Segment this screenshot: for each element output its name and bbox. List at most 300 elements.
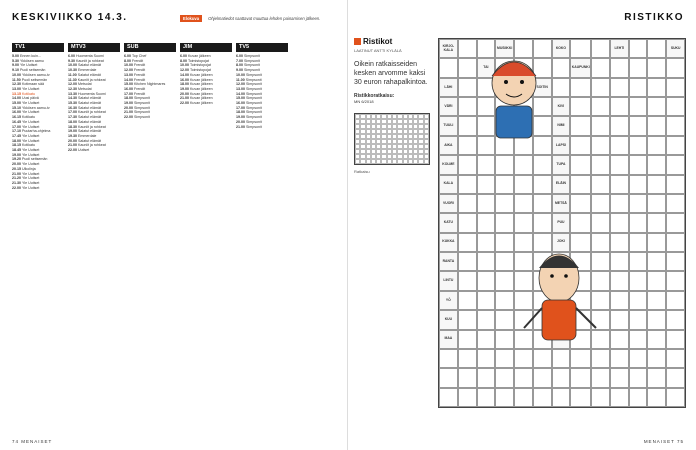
crossword-answer-cell[interactable] bbox=[439, 368, 458, 387]
crossword-answer-cell[interactable] bbox=[477, 175, 496, 194]
program-title: Yle Uutiset bbox=[21, 176, 40, 181]
crossword-answer-cell[interactable] bbox=[647, 368, 666, 387]
program-time: 11.50 bbox=[12, 77, 21, 82]
program-time: 18.00 bbox=[180, 82, 189, 87]
program-title: Salatut elämät bbox=[78, 138, 101, 143]
program-time: 15.10 bbox=[12, 105, 21, 110]
crossword-answer-cell[interactable] bbox=[591, 116, 610, 135]
program-title: Frendit bbox=[134, 72, 146, 77]
crossword-answer-cell[interactable] bbox=[570, 136, 591, 155]
crossword-answer-cell[interactable] bbox=[533, 175, 552, 194]
crossword-answer-cell[interactable] bbox=[477, 310, 496, 329]
program-title: Simpsonit bbox=[246, 101, 262, 106]
crossword-answer-cell[interactable] bbox=[570, 116, 591, 135]
crossword-answer-cell[interactable] bbox=[495, 155, 514, 174]
program-time: 6.00 bbox=[236, 54, 243, 58]
program-time: 17.00 bbox=[124, 91, 133, 96]
crossword-answer-cell[interactable] bbox=[591, 39, 610, 58]
program-title: Yle Uutiset bbox=[21, 152, 40, 157]
program-title: Kuvan jälkeen bbox=[190, 77, 213, 82]
program-title: Yle Uutiset bbox=[21, 138, 40, 143]
program-title: Yle Uutiset bbox=[21, 180, 40, 185]
crossword-answer-cell[interactable] bbox=[629, 368, 648, 387]
page-footer-left: 74 MENAISET bbox=[12, 439, 53, 444]
crossword-answer-cell[interactable] bbox=[591, 58, 610, 77]
crossword-answer-cell[interactable] bbox=[458, 213, 477, 232]
crossword-clue-cell: KIRJO-KALA bbox=[439, 39, 458, 58]
crossword-answer-cell[interactable] bbox=[458, 310, 477, 329]
program-time: 14.00 bbox=[12, 96, 21, 101]
crossword-clue-cell: MUSIIKKI bbox=[495, 39, 514, 58]
crossword-answer-cell[interactable] bbox=[495, 194, 514, 213]
program-title: Kuvan jälkeen bbox=[188, 54, 211, 58]
crossword-clue-cell: JOKI bbox=[552, 233, 571, 252]
program-time: 20.00 bbox=[124, 105, 133, 110]
program-time: 18.00 bbox=[124, 96, 133, 101]
crossword-answer-cell[interactable] bbox=[647, 58, 666, 77]
program-time: 12.00 bbox=[124, 68, 133, 73]
program-title: Yle Uutiset bbox=[21, 124, 40, 129]
program-time: 21.00 bbox=[12, 171, 21, 176]
program-time: 21.00 bbox=[236, 124, 245, 129]
crossword-answer-cell[interactable] bbox=[570, 155, 591, 174]
program-title: Ykkösen aamu-tv bbox=[21, 105, 50, 110]
program-listing bbox=[180, 101, 232, 106]
program-title: Yle Uutiset bbox=[21, 86, 40, 91]
crossword-answer-cell[interactable] bbox=[570, 213, 591, 232]
program-time: 9.10 bbox=[12, 68, 19, 73]
program-title: Kauniit ja rohkeat bbox=[78, 110, 106, 115]
crossword-answer-cell[interactable] bbox=[495, 213, 514, 232]
crossword-clue-cell: KOKO bbox=[552, 39, 571, 58]
crossword-answer-cell[interactable] bbox=[495, 368, 514, 387]
program-title: Kuvan jälkeen bbox=[190, 86, 213, 91]
program-listing bbox=[124, 115, 176, 120]
crossword-answer-cell[interactable] bbox=[477, 388, 496, 407]
crossword-answer-cell[interactable] bbox=[570, 388, 591, 407]
crossword-answer-cell[interactable] bbox=[666, 291, 685, 310]
crossword-answer-cell[interactable] bbox=[458, 388, 477, 407]
channel-name: JIM bbox=[180, 43, 232, 52]
channel-name: MTV3 bbox=[68, 43, 120, 52]
program-time: 19.20 bbox=[12, 157, 21, 162]
crossword-answer-cell[interactable] bbox=[610, 213, 629, 232]
crossword-answer-cell[interactable] bbox=[514, 368, 533, 387]
crossword-answer-cell[interactable] bbox=[495, 388, 514, 407]
crossword-answer-cell[interactable] bbox=[629, 78, 648, 97]
crossword-answer-cell[interactable] bbox=[570, 175, 591, 194]
program-title: Huomenta Suomi bbox=[76, 54, 104, 58]
program-title: Simpsonit bbox=[246, 115, 262, 120]
program-time: 13.15 bbox=[12, 91, 21, 96]
crossword-answer-cell[interactable] bbox=[533, 368, 552, 387]
crossword-answer-cell[interactable] bbox=[666, 97, 685, 116]
crossword-answer-cell[interactable] bbox=[533, 213, 552, 232]
crossword-answer-cell[interactable] bbox=[666, 368, 685, 387]
crossword-answer-cell[interactable] bbox=[533, 155, 552, 174]
solution-grid bbox=[354, 113, 430, 165]
crossword-answer-cell[interactable] bbox=[647, 136, 666, 155]
crossword-answer-cell[interactable] bbox=[647, 291, 666, 310]
crossword-answer-cell[interactable] bbox=[647, 310, 666, 329]
crossword-answer-cell[interactable] bbox=[610, 175, 629, 194]
program-time: 19.00 bbox=[236, 115, 245, 120]
crossword-answer-cell[interactable] bbox=[647, 194, 666, 213]
program-time: 21.30 bbox=[12, 180, 21, 185]
program-time: 8.00 bbox=[180, 58, 187, 63]
crossword-answer-cell[interactable] bbox=[570, 194, 591, 213]
crossword-answer-cell[interactable] bbox=[647, 330, 666, 349]
program-time: 22.00 bbox=[124, 115, 133, 120]
crossword-answer-cell[interactable] bbox=[533, 194, 552, 213]
crossword-answer-cell[interactable] bbox=[629, 388, 648, 407]
program-title: Kitchen Nightmares bbox=[134, 82, 166, 87]
crossword-clue-cell: LAPSI bbox=[552, 136, 571, 155]
crossword-answer-cell[interactable] bbox=[629, 58, 648, 77]
program-time: 11.30 bbox=[68, 77, 77, 82]
program-time: 18.00 bbox=[12, 138, 21, 143]
crossword-answer-cell[interactable] bbox=[666, 155, 685, 174]
page-header-date: KESKIVIIKKO 14.3. bbox=[12, 12, 128, 23]
crossword-answer-cell[interactable] bbox=[647, 271, 666, 290]
program-time: 13.00 bbox=[236, 86, 245, 91]
crossword-answer-cell[interactable] bbox=[647, 175, 666, 194]
crossword-answer-cell[interactable] bbox=[629, 39, 648, 58]
program-time: 10.00 bbox=[124, 63, 133, 68]
program-time: 6.00 bbox=[68, 54, 75, 58]
program-title: Simpsonit bbox=[134, 105, 150, 110]
solution-label: Ratkaisu bbox=[354, 169, 370, 174]
program-title: Puutarha-ohjelma bbox=[22, 129, 51, 134]
crossword-clue-cell: RANTA bbox=[439, 252, 458, 271]
crossword-clue-cell: KOLME bbox=[439, 155, 458, 174]
program-time: 15.00 bbox=[236, 96, 245, 101]
program-title: Simpsonit bbox=[246, 124, 262, 129]
crossword-answer-cell[interactable] bbox=[439, 58, 458, 77]
crossword-answer-cell[interactable] bbox=[570, 39, 591, 58]
crossword-answer-cell[interactable] bbox=[514, 388, 533, 407]
program-title: Salatut elämät bbox=[78, 115, 101, 120]
crossword-answer-cell[interactable] bbox=[591, 368, 610, 387]
program-time: 17.00 bbox=[236, 105, 245, 110]
crossword-answer-cell[interactable] bbox=[458, 175, 477, 194]
program-title: Kotikatu bbox=[22, 115, 35, 120]
program-title: Yle Uutiset bbox=[21, 162, 40, 167]
crossword-answer-cell[interactable] bbox=[629, 194, 648, 213]
crossword-clue-cell: TAI bbox=[477, 58, 496, 77]
crossword-answer-cell[interactable] bbox=[629, 97, 648, 116]
crossword-answer-cell[interactable] bbox=[610, 116, 629, 135]
crossword-answer-cell[interactable] bbox=[610, 78, 629, 97]
crossword-clue-cell: KUKKA bbox=[439, 233, 458, 252]
crossword-answer-cell[interactable] bbox=[610, 194, 629, 213]
logo-mark-icon bbox=[354, 38, 361, 45]
program-title: Kauniit ja rohkeat bbox=[78, 124, 106, 129]
program-time: 8.00 bbox=[236, 63, 243, 68]
program-time: 8.00 bbox=[124, 58, 131, 63]
program-title: Simpsonit bbox=[246, 119, 262, 124]
program-time: 20.00 bbox=[180, 91, 189, 96]
program-title: Yle Uutiset bbox=[21, 171, 40, 176]
crossword-answer-cell[interactable] bbox=[591, 78, 610, 97]
crossword-answer-cell[interactable] bbox=[439, 388, 458, 407]
crossword-answer-cell[interactable] bbox=[666, 175, 685, 194]
crossword-answer-cell[interactable] bbox=[647, 39, 666, 58]
crossword-answer-cell[interactable] bbox=[477, 194, 496, 213]
crossword-answer-cell[interactable] bbox=[458, 271, 477, 290]
program-title: Simpsonit bbox=[134, 101, 150, 106]
crossword-answer-cell[interactable] bbox=[591, 388, 610, 407]
crossword-answer-cell[interactable] bbox=[666, 310, 685, 329]
crossword-answer-cell[interactable] bbox=[591, 136, 610, 155]
program-title: Ykkösen aamu-tv bbox=[21, 72, 50, 77]
crossword-page bbox=[348, 0, 696, 450]
program-title: Salatut elämät bbox=[77, 72, 101, 77]
prize-title: Ristikkoratkaisu: bbox=[354, 93, 395, 99]
program-time: 10.00 bbox=[12, 72, 21, 77]
crossword-answer-cell[interactable] bbox=[647, 388, 666, 407]
program-title: Salatut elämät bbox=[78, 119, 101, 124]
crossword-answer-cell[interactable] bbox=[533, 388, 552, 407]
program-title: Kauniit ja rohkeat bbox=[76, 58, 104, 63]
crossword-answer-cell[interactable] bbox=[629, 233, 648, 252]
crossword-clue-cell: LINTU bbox=[439, 271, 458, 290]
crossword-clue-cell: AIKA bbox=[439, 136, 458, 155]
program-time: 18.00 bbox=[68, 119, 77, 124]
program-title: Kotikatu bbox=[22, 91, 35, 96]
crossword-answer-cell[interactable] bbox=[514, 175, 533, 194]
crossword-answer-cell[interactable] bbox=[591, 175, 610, 194]
program-time: 15.30 bbox=[68, 101, 77, 106]
crossword-answer-cell[interactable] bbox=[477, 271, 496, 290]
program-time: 16.45 bbox=[12, 119, 21, 124]
crossword-answer-cell[interactable] bbox=[629, 330, 648, 349]
tv-channel-column bbox=[12, 40, 64, 190]
crossword-answer-cell[interactable] bbox=[514, 194, 533, 213]
cartoon-illustration-icon bbox=[504, 238, 614, 358]
crossword-answer-cell[interactable] bbox=[477, 213, 496, 232]
program-time: 16.00 bbox=[12, 110, 21, 115]
program-time: 21.00 bbox=[180, 96, 189, 101]
crossword-answer-cell[interactable] bbox=[458, 330, 477, 349]
crossword-answer-cell[interactable] bbox=[458, 194, 477, 213]
crossword-answer-cell[interactable] bbox=[591, 194, 610, 213]
crossword-answer-cell[interactable] bbox=[647, 213, 666, 232]
program-time: 17.00 bbox=[12, 124, 21, 129]
crossword-answer-cell[interactable] bbox=[647, 97, 666, 116]
crossword-answer-cell[interactable] bbox=[495, 175, 514, 194]
program-title: Simpsonit bbox=[245, 77, 262, 82]
puzzle-area bbox=[354, 38, 686, 438]
program-title: Frendit bbox=[132, 58, 144, 63]
crossword-answer-cell[interactable] bbox=[629, 136, 648, 155]
program-time: 19.00 bbox=[12, 152, 21, 157]
program-time: 13.00 bbox=[124, 72, 133, 77]
solution-cell bbox=[424, 159, 429, 164]
crossword-clue-cell: NIMI bbox=[552, 116, 571, 135]
crossword-answer-cell[interactable] bbox=[458, 252, 477, 271]
program-title: Kauniit ja rohkeat bbox=[77, 77, 106, 82]
program-title: Simpsonit bbox=[246, 82, 262, 87]
crossword-answer-cell[interactable] bbox=[458, 291, 477, 310]
crossword-answer-cell[interactable] bbox=[570, 368, 591, 387]
program-listing bbox=[12, 186, 64, 191]
program-title: Simpsonit bbox=[246, 91, 262, 96]
program-time: 10.00 bbox=[180, 63, 189, 68]
crossword-answer-cell[interactable] bbox=[629, 349, 648, 368]
program-time: 15.00 bbox=[124, 82, 133, 87]
program-title: Frendit bbox=[134, 86, 146, 91]
crossword-answer-cell[interactable] bbox=[477, 349, 496, 368]
crossword-answer-cell[interactable] bbox=[666, 78, 685, 97]
program-title: Simpsonit bbox=[246, 110, 262, 115]
crossword-answer-cell[interactable] bbox=[610, 368, 629, 387]
program-time: 16.00 bbox=[124, 86, 133, 91]
crossword-answer-cell[interactable] bbox=[591, 213, 610, 232]
crossword-answer-cell[interactable] bbox=[666, 349, 685, 368]
program-listing bbox=[68, 148, 120, 153]
crossword-clue-cell: KUU bbox=[439, 310, 458, 329]
crossword-answer-cell[interactable] bbox=[458, 155, 477, 174]
program-title: Salatut elämät bbox=[78, 63, 101, 68]
crossword-answer-cell[interactable] bbox=[666, 233, 685, 252]
crossword-answer-cell[interactable] bbox=[552, 388, 571, 407]
crossword-answer-cell[interactable] bbox=[591, 155, 610, 174]
program-title: Kotikatu bbox=[22, 143, 35, 148]
program-title: Kuvan jälkeen bbox=[190, 96, 213, 101]
channel-name: TV1 bbox=[12, 43, 64, 52]
program-title: Kuvan jälkeen bbox=[190, 91, 213, 96]
program-title: Kuvan jälkeen bbox=[190, 101, 213, 106]
crossword-answer-cell[interactable] bbox=[647, 155, 666, 174]
program-time: 22.00 bbox=[12, 185, 21, 190]
crossword-answer-cell[interactable] bbox=[647, 116, 666, 135]
program-title: Yle Uutiset bbox=[21, 185, 40, 190]
program-time: 9.30 bbox=[68, 58, 75, 63]
crossword-answer-cell[interactable] bbox=[458, 233, 477, 252]
crossword-answer-cell[interactable] bbox=[666, 58, 685, 77]
crossword-answer-cell[interactable] bbox=[666, 388, 685, 407]
crossword-answer-cell[interactable] bbox=[647, 233, 666, 252]
program-time: 9.00 bbox=[12, 63, 19, 68]
crossword-answer-cell[interactable] bbox=[629, 116, 648, 135]
character-illustration-icon bbox=[474, 48, 554, 143]
crossword-answer-cell[interactable] bbox=[610, 136, 629, 155]
crossword-clue-cell: LEHTI bbox=[610, 39, 629, 58]
crossword-answer-cell[interactable] bbox=[666, 116, 685, 135]
crossword-answer-cell[interactable] bbox=[477, 155, 496, 174]
crossword-clue-cell: METSÄ bbox=[552, 194, 571, 213]
crossword-answer-cell[interactable] bbox=[647, 78, 666, 97]
crossword-answer-cell[interactable] bbox=[647, 252, 666, 271]
program-time: 20.00 bbox=[12, 162, 21, 167]
crossword-answer-cell[interactable] bbox=[610, 58, 629, 77]
crossword-answer-cell[interactable] bbox=[666, 252, 685, 271]
program-title: Ennen kuin... bbox=[20, 54, 41, 58]
crossword-clue-cell: SOITIN bbox=[533, 78, 552, 97]
program-time: 11.00 bbox=[68, 72, 77, 77]
crossword-answer-cell[interactable] bbox=[629, 175, 648, 194]
program-title: Salatut elämät bbox=[78, 105, 101, 110]
program-title: Simpsonit bbox=[134, 115, 150, 120]
crossword-clue-cell: KATU bbox=[439, 213, 458, 232]
program-time: 22.00 bbox=[68, 148, 77, 153]
program-time: 19.00 bbox=[180, 86, 189, 91]
crossword-answer-cell[interactable] bbox=[570, 97, 591, 116]
crossword-answer-cell[interactable] bbox=[629, 155, 648, 174]
crossword-answer-cell[interactable] bbox=[477, 330, 496, 349]
crossword-answer-cell[interactable] bbox=[591, 97, 610, 116]
program-title: Frendit bbox=[134, 68, 146, 73]
program-time: 14.00 bbox=[180, 72, 189, 77]
crossword-answer-cell[interactable] bbox=[477, 291, 496, 310]
program-time: 17.30 bbox=[68, 115, 77, 120]
program-title: Toimistopojat bbox=[189, 63, 211, 68]
program-time: 17.45 bbox=[12, 133, 21, 138]
crossword-answer-cell[interactable] bbox=[477, 368, 496, 387]
crossword-answer-cell[interactable] bbox=[610, 388, 629, 407]
program-title: Emmerdale bbox=[78, 133, 97, 138]
program-time: 10.30 bbox=[68, 68, 77, 73]
crossword-answer-cell[interactable] bbox=[477, 252, 496, 271]
crossword-answer-cell[interactable] bbox=[570, 78, 591, 97]
crossword-clue-cell: KALA bbox=[439, 175, 458, 194]
crossword-answer-cell[interactable] bbox=[552, 58, 571, 77]
program-title: Metsolat bbox=[78, 82, 92, 87]
channel-name: TV5 bbox=[236, 43, 288, 52]
disclaimer-text: Ohjelmatiedot saattavat muuttua lehden painamisen jälkeen. bbox=[208, 15, 321, 21]
program-time: 7.00 bbox=[236, 58, 243, 63]
program-title: Simpsonit bbox=[246, 72, 262, 77]
crossword-answer-cell[interactable] bbox=[629, 271, 648, 290]
crossword-answer-cell[interactable] bbox=[629, 291, 648, 310]
crossword-clue-cell: KIVI bbox=[552, 97, 571, 116]
program-title: Puoli seitsemän bbox=[21, 77, 48, 82]
crossword-answer-cell[interactable] bbox=[439, 349, 458, 368]
crossword-answer-cell[interactable] bbox=[629, 252, 648, 271]
crossword-answer-cell[interactable] bbox=[666, 136, 685, 155]
program-title: Toimistopojat bbox=[189, 68, 211, 73]
crossword-answer-cell[interactable] bbox=[514, 155, 533, 174]
ristikot-logo: Ristikot bbox=[354, 38, 432, 45]
crossword-answer-cell[interactable] bbox=[458, 349, 477, 368]
crossword-answer-cell[interactable] bbox=[666, 194, 685, 213]
crossword-answer-cell[interactable] bbox=[666, 271, 685, 290]
program-title: Top Chef bbox=[131, 54, 147, 58]
crossword-answer-cell[interactable] bbox=[552, 368, 571, 387]
crossword-answer-cell[interactable] bbox=[458, 368, 477, 387]
program-title: Puoli seitsemän bbox=[20, 68, 46, 73]
program-title: Simpsonit bbox=[244, 58, 260, 63]
crossword-answer-cell[interactable] bbox=[552, 78, 571, 97]
program-title: Simpsonit bbox=[246, 86, 262, 91]
crossword-info-box bbox=[354, 38, 432, 175]
crossword-answer-cell[interactable] bbox=[477, 233, 496, 252]
program-listing bbox=[236, 125, 288, 130]
crossword-answer-cell[interactable] bbox=[610, 155, 629, 174]
program-title: Frendit bbox=[134, 91, 146, 96]
crossword-answer-cell[interactable] bbox=[629, 213, 648, 232]
program-title: Toimistopojat bbox=[187, 58, 209, 63]
crossword-answer-cell[interactable] bbox=[514, 213, 533, 232]
program-title: Yle Uutiset bbox=[21, 119, 40, 124]
crossword-answer-cell[interactable] bbox=[647, 349, 666, 368]
crossword-clue-cell: KAUPUNKI bbox=[570, 58, 591, 77]
crossword-answer-cell[interactable] bbox=[629, 310, 648, 329]
crossword-answer-cell[interactable] bbox=[666, 330, 685, 349]
crossword-answer-cell[interactable] bbox=[666, 213, 685, 232]
crossword-answer-cell[interactable] bbox=[610, 97, 629, 116]
